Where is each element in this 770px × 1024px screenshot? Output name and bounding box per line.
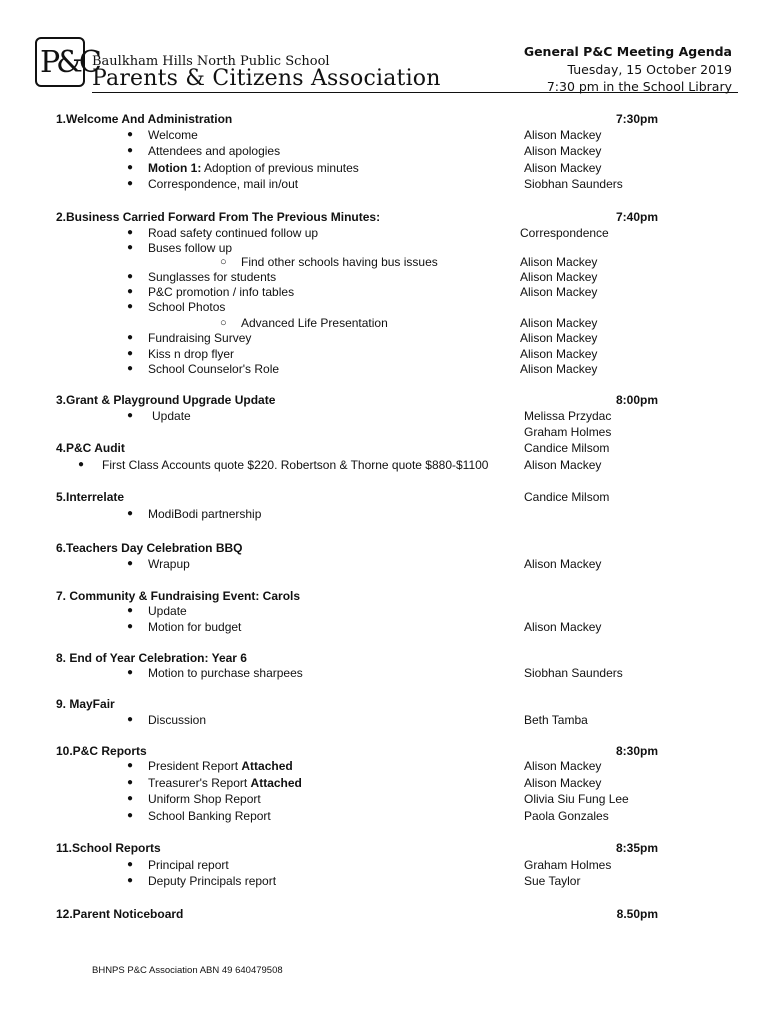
item-text xyxy=(148,775,302,791)
item-owner: Alison Mackey xyxy=(524,557,602,571)
section-title: 8. End of Year Celebration: Year 6 xyxy=(56,651,247,665)
report-name: Treasurer's Report xyxy=(148,776,251,790)
logo-letters: P&C xyxy=(40,45,98,80)
agenda-item xyxy=(0,457,770,473)
item-owner: Alison Mackey xyxy=(524,776,602,790)
section-heading xyxy=(0,588,770,604)
item-text xyxy=(148,160,359,176)
agenda-item xyxy=(0,603,770,619)
bullet-icon: ● xyxy=(127,508,134,519)
agenda-subitem xyxy=(0,254,770,270)
agenda-item xyxy=(0,361,770,377)
item-text: School Photos xyxy=(148,300,226,314)
item-text: Correspondence, mail in/out xyxy=(148,177,299,191)
item-text: Wrapup xyxy=(148,557,190,571)
bullet-icon: ● xyxy=(78,459,85,470)
section-title: 4.P&C Audit xyxy=(56,441,125,455)
item-text: P&C promotion / info tables xyxy=(148,285,295,299)
item-owner: Alison Mackey xyxy=(520,285,598,299)
item-owner: Correspondence xyxy=(520,226,609,240)
item-text: Find other schools having bus issues xyxy=(241,255,438,269)
section-heading xyxy=(0,650,770,666)
agenda-item xyxy=(0,857,770,873)
attached-label: Attached xyxy=(250,776,302,790)
item-text: Update xyxy=(152,409,191,423)
section-time: 7:30pm xyxy=(615,112,658,126)
agenda-item xyxy=(0,143,770,159)
item-text xyxy=(148,758,293,774)
agenda-item xyxy=(0,330,770,346)
circle-bullet-icon: ○ xyxy=(220,256,227,268)
item-text: Uniform Shop Report xyxy=(148,792,261,806)
agenda-item xyxy=(0,556,770,572)
agenda-item xyxy=(0,619,770,635)
bullet-icon: ● xyxy=(127,859,134,870)
meeting-place: 7:30 pm in the School Library xyxy=(546,79,732,94)
attached-label: Attached xyxy=(241,759,293,773)
agenda-item xyxy=(0,176,770,192)
item-owner: Olivia Siu Fung Lee xyxy=(524,792,629,806)
item-owner: Alison Mackey xyxy=(524,128,602,142)
item-text: Motion for budget xyxy=(148,620,242,634)
item-owner: Sue Taylor xyxy=(524,874,581,888)
item-owner: Alison Mackey xyxy=(524,161,602,175)
section-title: 7. Community & Fundraising Event: Carols xyxy=(56,589,301,603)
report-name: President Report xyxy=(148,759,242,773)
section-title: 1.Welcome And Administration xyxy=(56,112,233,126)
item-owner: Alison Mackey xyxy=(520,255,598,269)
item-text: Deputy Principals report xyxy=(148,874,277,888)
item-text: Principal report xyxy=(148,858,229,872)
item-text: Motion to purchase sharpees xyxy=(148,666,303,680)
bullet-icon: ● xyxy=(127,793,134,804)
item-owner: Siobhan Saunders xyxy=(524,666,623,680)
meeting-title: General P&C Meeting Agenda xyxy=(523,44,732,59)
bullet-icon: ● xyxy=(127,777,134,788)
bullet-icon: ● xyxy=(127,363,134,374)
bullet-icon: ● xyxy=(127,286,134,297)
section-heading xyxy=(0,209,770,225)
agenda-item xyxy=(0,506,770,522)
agenda-item xyxy=(0,791,770,807)
section-heading xyxy=(0,840,770,856)
item-owner: Paola Gonzales xyxy=(524,809,609,823)
item-owner: Graham Holmes xyxy=(524,858,612,872)
item-owner: Beth Tamba xyxy=(524,713,588,727)
footer-abn: BHNPS P&C Association ABN 49 640479508 xyxy=(92,965,283,976)
agenda-item xyxy=(0,665,770,681)
section-heading xyxy=(0,906,770,922)
section-heading xyxy=(0,440,770,456)
item-text: Discussion xyxy=(148,713,207,727)
motion-text: Adoption of previous minutes xyxy=(201,161,359,175)
item-text: Advanced Life Presentation xyxy=(241,316,388,330)
agenda-item xyxy=(0,712,770,728)
agenda-item xyxy=(0,408,770,424)
agenda-item xyxy=(0,160,770,176)
meeting-date: Tuesday, 15 October 2019 xyxy=(567,62,732,77)
bullet-icon: ● xyxy=(127,145,134,156)
bullet-icon: ● xyxy=(127,558,134,569)
item-owner: Melissa Przydac xyxy=(524,409,612,423)
bullet-icon: ● xyxy=(127,242,134,253)
item-owner: Alison Mackey xyxy=(520,316,598,330)
section-title: 11.School Reports xyxy=(56,841,161,855)
item-owner: Alison Mackey xyxy=(524,620,602,634)
section-heading xyxy=(0,111,770,127)
bullet-icon: ● xyxy=(127,875,134,886)
bullet-icon: ● xyxy=(127,348,134,359)
section-heading xyxy=(0,489,770,505)
section-heading xyxy=(0,743,770,759)
bullet-icon: ● xyxy=(127,605,134,616)
bullet-icon: ● xyxy=(127,714,134,725)
bullet-icon: ● xyxy=(127,810,134,821)
agenda-item xyxy=(0,424,770,440)
agenda-item xyxy=(0,808,770,824)
section-owner: Candice Milsom xyxy=(524,490,610,504)
bullet-icon: ● xyxy=(127,760,134,771)
bullet-icon: ● xyxy=(127,227,134,238)
bullet-icon: ● xyxy=(127,621,134,632)
item-text: School Banking Report xyxy=(148,809,271,823)
section-title: 3.Grant & Playground Upgrade Update xyxy=(56,393,276,407)
item-owner: Alison Mackey xyxy=(520,270,598,284)
school-name: Baulkham Hills North Public School xyxy=(92,54,330,69)
section-title: 10.P&C Reports xyxy=(56,744,147,758)
section-time: 8:00pm xyxy=(615,393,658,407)
agenda-item xyxy=(0,284,770,300)
section-heading xyxy=(0,392,770,408)
agenda-item xyxy=(0,299,770,315)
section-title: 9. MayFair xyxy=(56,697,115,711)
item-owner: Alison Mackey xyxy=(524,144,602,158)
item-owner: Alison Mackey xyxy=(524,759,602,773)
section-heading xyxy=(0,696,770,712)
item-text: ModiBodi partnership xyxy=(148,507,262,521)
item-owner: Alison Mackey xyxy=(520,347,598,361)
circle-bullet-icon: ○ xyxy=(220,317,227,329)
item-text: School Counselor's Role xyxy=(148,362,280,376)
bullet-icon: ● xyxy=(127,667,134,678)
item-text: Buses follow up xyxy=(148,241,233,255)
item-owner: Alison Mackey xyxy=(520,362,598,376)
item-owner: Graham Holmes xyxy=(524,425,612,439)
agenda-item xyxy=(0,225,770,241)
bullet-icon: ● xyxy=(127,162,134,173)
bullet-icon: ● xyxy=(127,410,134,421)
item-text: Welcome xyxy=(148,128,198,142)
item-text: Attendees and apologies xyxy=(148,144,281,158)
item-owner: Alison Mackey xyxy=(520,331,598,345)
section-heading xyxy=(0,540,770,556)
bullet-icon: ● xyxy=(127,332,134,343)
bullet-icon: ● xyxy=(127,178,134,189)
item-text: Fundraising Survey xyxy=(148,331,252,345)
bullet-icon: ● xyxy=(127,301,134,312)
section-title: 12.Parent Noticeboard xyxy=(56,907,184,921)
agenda-item xyxy=(0,346,770,362)
item-text: Kiss n drop flyer xyxy=(148,347,235,361)
section-title: 6.Teachers Day Celebration BBQ xyxy=(56,541,243,555)
agenda-subitem xyxy=(0,315,770,331)
section-time: 7:40pm xyxy=(615,210,658,224)
item-text: Update xyxy=(148,604,187,618)
section-time: 8.50pm xyxy=(616,907,658,921)
agenda-item xyxy=(0,758,770,774)
section-title: 2.Business Carried Forward From The Previous Minutes: xyxy=(56,210,381,224)
item-owner: Siobhan Saunders xyxy=(524,177,623,191)
agenda-item xyxy=(0,775,770,791)
item-text: Road safety continued follow up xyxy=(148,226,319,240)
bullet-icon: ● xyxy=(127,129,134,140)
item-text: First Class Accounts quote $220. Robertson & Thorne quote $880-$1100 xyxy=(102,458,489,472)
section-time: 8:30pm xyxy=(615,744,658,758)
bullet-icon: ● xyxy=(127,271,134,282)
agenda-item xyxy=(0,269,770,285)
section-time: 8:35pm xyxy=(615,841,658,855)
section-owner: Candice Milsom xyxy=(524,441,610,455)
agenda-item xyxy=(0,873,770,889)
agenda-item xyxy=(0,127,770,143)
motion-label: Motion 1: xyxy=(148,161,202,175)
section-title: 5.Interrelate xyxy=(56,490,125,504)
item-text: Sunglasses for students xyxy=(148,270,277,284)
association-name: Parents & Citizens Association xyxy=(92,66,441,91)
item-owner: Alison Mackey xyxy=(524,458,602,472)
